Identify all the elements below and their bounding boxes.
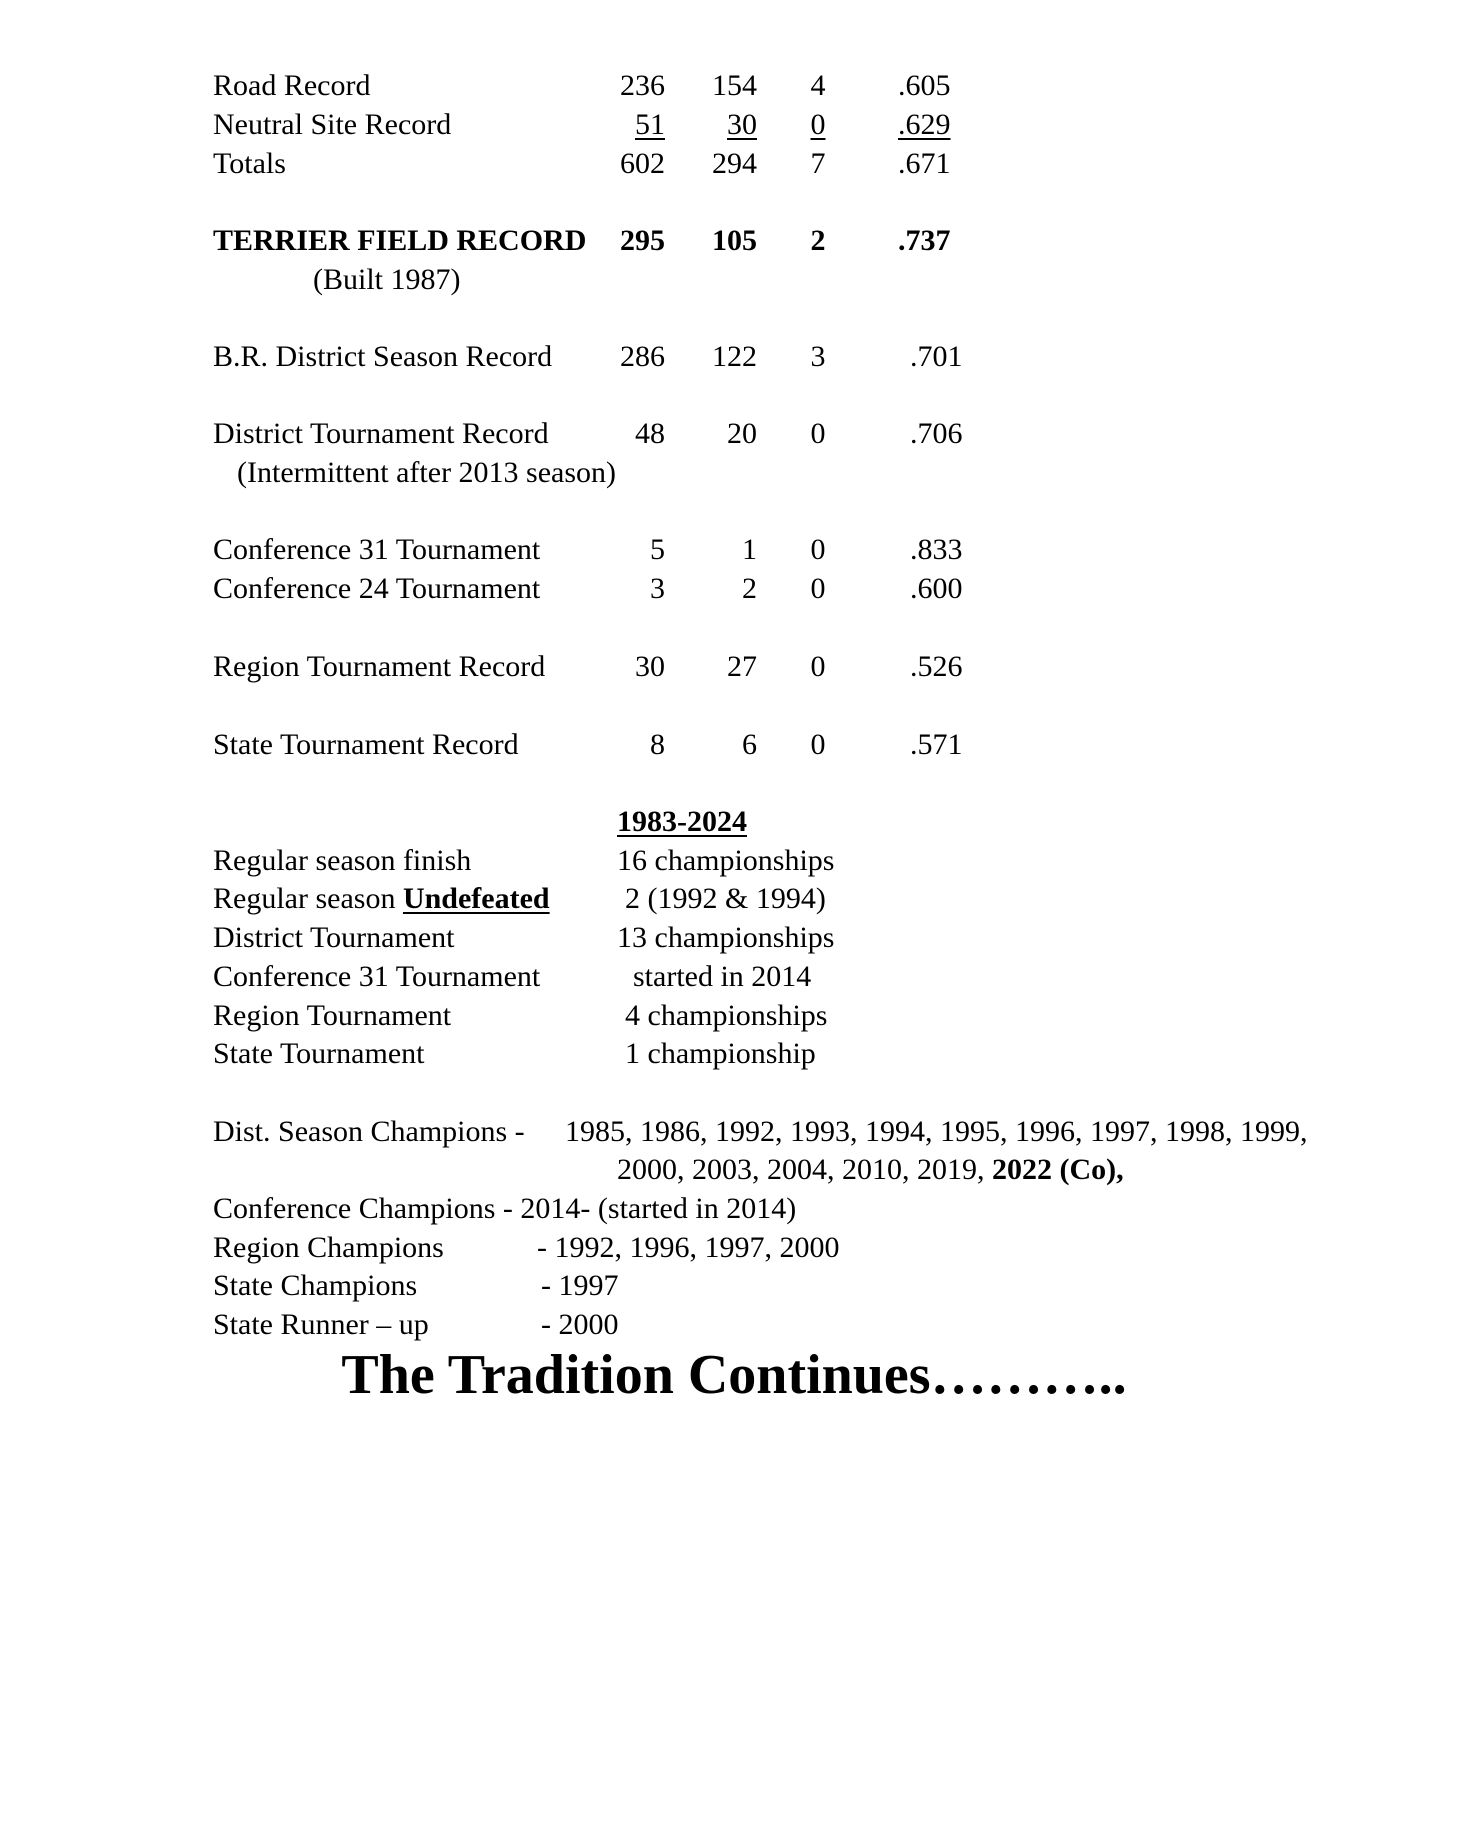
district-season-label: B.R. District Season Record: [213, 340, 553, 373]
neutral-ties: 0: [810, 108, 826, 141]
totals-wins: 602: [620, 147, 665, 180]
road-losses: 154: [712, 69, 757, 102]
neutral-wins: 51: [635, 108, 665, 141]
summary-label-2: District Tournament: [213, 921, 455, 954]
dist-champions-line1: 1985, 1986, 1992, 1993, 1994, 1995, 1996, 1997, 1998, 1999,: [565, 1115, 1308, 1148]
closing-title: The Tradition Continues………..: [341, 1344, 1127, 1406]
summary-label-4: Region Tournament: [213, 999, 452, 1032]
summary-value-1: 2 (1992 & 1994): [625, 882, 826, 915]
summary-label-0: Regular season finish: [213, 844, 472, 877]
conf24-pct: .600: [910, 572, 963, 605]
state-runner-up-value: - 2000: [541, 1308, 619, 1341]
district-season-losses: 122: [712, 340, 757, 373]
neutral-record-label: Neutral Site Record: [213, 108, 452, 141]
region-record-label: Region Tournament Record: [213, 650, 546, 683]
dist-champions-line2-years: 2000, 2003, 2004, 2010, 2019,: [617, 1153, 992, 1186]
dist-champions-line2: [617, 1152, 1124, 1188]
region-champions-label: Region Champions: [213, 1231, 444, 1264]
neutral-pct: .629: [898, 108, 951, 141]
summary-value-4: 4 championships: [625, 999, 828, 1032]
neutral-pct-wrap: [898, 107, 951, 143]
conf31-ties: 0: [810, 533, 826, 566]
undefeated-emphasis: Undefeated: [402, 882, 550, 915]
summary-label-1: [213, 881, 550, 917]
summary-value-2: 13 championships: [617, 921, 835, 954]
summary-label-3: Conference 31 Tournament: [213, 960, 541, 993]
region-losses: 27: [727, 650, 757, 683]
neutral-wins-wrap: [575, 107, 665, 143]
neutral-ties-wrap: [788, 107, 848, 143]
terrier-losses: 105: [712, 224, 757, 257]
terrier-ties: 2: [810, 224, 826, 257]
summary-label-5: State Tournament: [213, 1037, 425, 1070]
totals-ties: 7: [810, 147, 826, 180]
conf31-label: Conference 31 Tournament: [213, 533, 541, 566]
state-wins: 8: [650, 728, 665, 761]
district-tourney-note: (Intermittent after 2013 season): [237, 456, 617, 489]
summary-label-1-pre: Regular season: [213, 882, 403, 915]
totals-losses: 294: [712, 147, 757, 180]
dist-champions-2022: 2022 (Co),: [992, 1153, 1124, 1186]
summary-value-3: started in 2014: [633, 960, 812, 993]
state-champions-label: State Champions: [213, 1269, 418, 1302]
summary-value-0: 16 championships: [617, 844, 835, 877]
district-tourney-label: District Tournament Record: [213, 417, 549, 450]
totals-pct: .671: [898, 147, 951, 180]
region-champions-value: - 1992, 1996, 1997, 2000: [537, 1231, 840, 1264]
neutral-losses: 30: [727, 108, 757, 141]
conf24-ties: 0: [810, 572, 826, 605]
district-tourney-ties: 0: [810, 417, 826, 450]
terrier-pct: .737: [898, 224, 951, 257]
totals-label: Totals: [213, 147, 286, 180]
summary-heading: 1983-2024: [617, 805, 747, 838]
road-record-label: Road Record: [213, 69, 371, 102]
summary-heading-wrap: [617, 804, 747, 840]
district-tourney-pct: .706: [910, 417, 963, 450]
region-wins: 30: [635, 650, 665, 683]
road-ties: 4: [810, 69, 826, 102]
state-record-label: State Tournament Record: [213, 728, 519, 761]
district-season-ties: 3: [810, 340, 826, 373]
district-tourney-losses: 20: [727, 417, 757, 450]
district-tourney-wins: 48: [635, 417, 665, 450]
conf24-label: Conference 24 Tournament: [213, 572, 541, 605]
terrier-wins: 295: [620, 224, 665, 257]
terrier-field-label: TERRIER FIELD RECORD: [213, 224, 587, 257]
neutral-losses-wrap: [667, 107, 757, 143]
conf31-pct: .833: [910, 533, 963, 566]
road-wins: 236: [620, 69, 665, 102]
conf24-losses: 2: [742, 572, 757, 605]
region-pct: .526: [910, 650, 963, 683]
conf24-wins: 3: [650, 572, 665, 605]
conf31-losses: 1: [742, 533, 757, 566]
summary-value-5: 1 championship: [625, 1037, 816, 1070]
conf31-wins: 5: [650, 533, 665, 566]
district-season-pct: .701: [910, 340, 963, 373]
conference-champions: Conference Champions - 2014- (started in 2014): [213, 1192, 797, 1225]
terrier-built-note: (Built 1987): [313, 263, 461, 296]
region-ties: 0: [810, 650, 826, 683]
state-losses: 6: [742, 728, 757, 761]
district-season-wins: 286: [620, 340, 665, 373]
dist-champions-label: Dist. Season Champions -: [213, 1115, 525, 1148]
road-pct: .605: [898, 69, 951, 102]
state-pct: .571: [910, 728, 963, 761]
state-runner-up-label: State Runner – up: [213, 1308, 429, 1341]
state-ties: 0: [810, 728, 826, 761]
state-champions-value: - 1997: [541, 1269, 619, 1302]
